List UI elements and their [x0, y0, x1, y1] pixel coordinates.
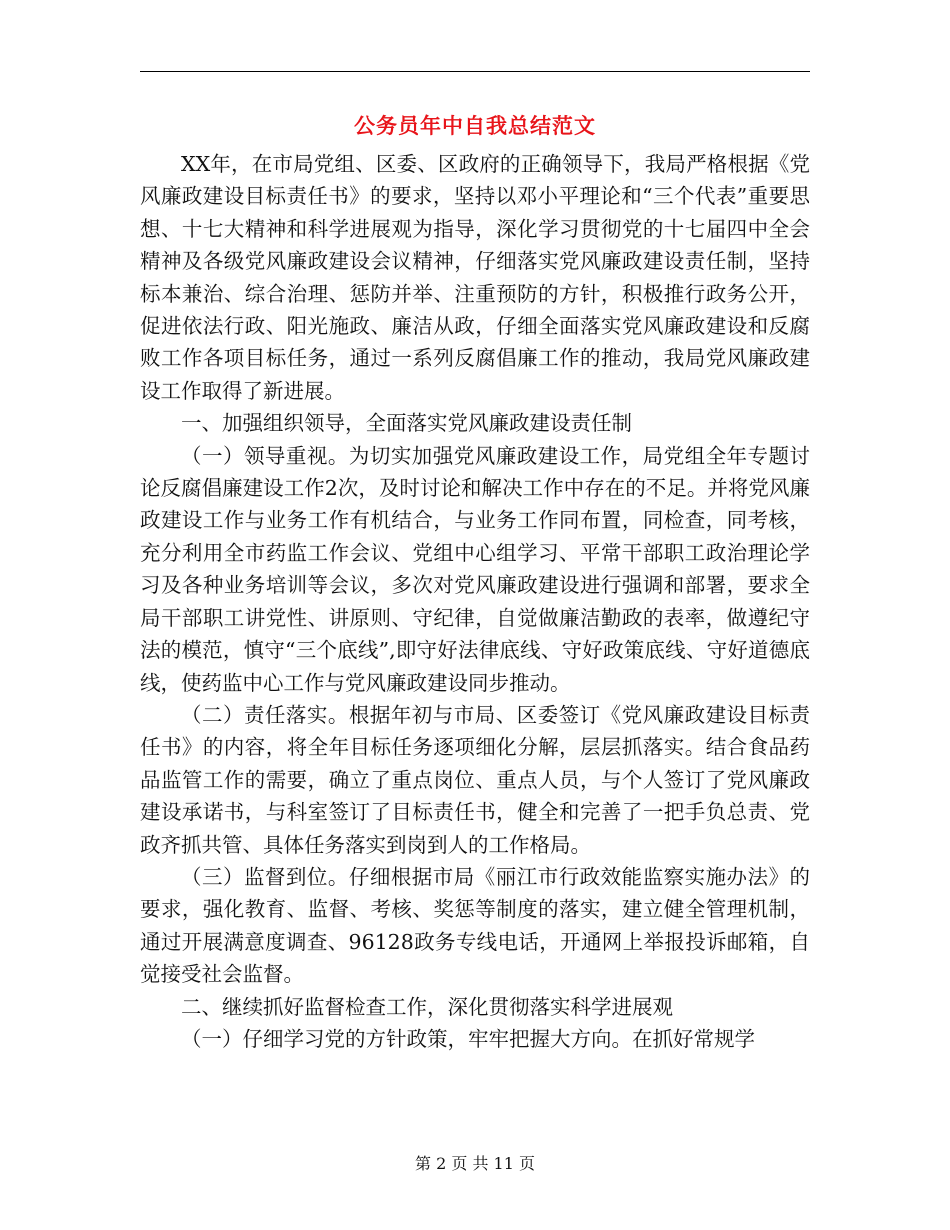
paragraph-supervision: （三）监督到位。仔细根据市局《丽江市行政效能监察实施办法》的要求，强化教育、监督、考核、奖惩等制度的落实，建立健全管理机制，通过开展满意度调查、96128政务专线电话，开通网上举报投诉邮箱，自觉接受社会监督。 — [140, 864, 810, 987]
document-body — [140, 148, 810, 1055]
paragraph-leadership: （一）领导重视。为切实加强党风廉政建设工作，局党组全年专题讨论反腐倡廉建设工作2次，及时讨论和解决工作中存在的不足。并将党风廉政建设工作与业务工作有机结合，与业务工作同布置，同检查，同考核，充分利用全市药监工作会议、党组中心组学习、平常干部职工政治理论学习及各种业务培训等会议，多次对党风廉政建设进行强调和部署，要求全局干部职工讲党性、讲原则、守纪律，自觉做廉洁勤政的表率，做遵纪守法的模范，慎守“三个底线”,即守好法律底线、守好政策底线、守好道德底线，使药监中心工作与党风廉政建设同步推动。 — [140, 443, 810, 695]
document-title: 公务员年中自我总结范文 — [354, 113, 596, 138]
page-number-text: 第 2 页 共 11 页 — [415, 1154, 535, 1173]
paragraph-study: （一）仔细学习党的方针政策，牢牢把握大方向。在抓好常规学 — [181, 1026, 755, 1051]
section-heading-2: 二、继续抓好监督检查工作，深化贯彻落实科学进展观 — [181, 994, 673, 1019]
page-number — [0, 1152, 950, 1176]
header-rule — [140, 71, 810, 72]
paragraph-intro: XX年，在市局党组、区委、区政府的正确领导下，我局严格根据《党风廉政建设目标责任书》的要求，坚持以邓小平理论和“三个代表”重要思想、十七大精神和科学进展观为指导，深化学习贯彻党的十七届四中全会精神及各级党风廉政建设会议精神，仔细落实党风廉政建设责任制，坚持标本兼治、综合治理、惩防并举、注重预防的方针，积极推行政务公开，促进依法行政、阳光施政、廉洁从政，仔细全面落实党风廉政建设和反腐败工作各项目标任务，通过一系列反腐倡廉工作的推动，我局党风廉政建设工作取得了新进展。 — [140, 152, 810, 403]
section-heading-1: 一、加强组织领导，全面落实党风廉政建设责任制 — [181, 411, 632, 436]
paragraph-responsibility: （二）责任落实。根据年初与市局、区委签订《党风廉政建设目标责任书》的内容，将全年目标任务逐项细化分解，层层抓落实。结合食品药品监管工作的需要，确立了重点岗位、重点人员，与个人签订了党风廉政建设承诺书，与科室签订了目标责任书，健全和完善了一把手负总责、党政齐抓共管、具体任务落实到岗到人的工作格局。 — [140, 702, 810, 857]
